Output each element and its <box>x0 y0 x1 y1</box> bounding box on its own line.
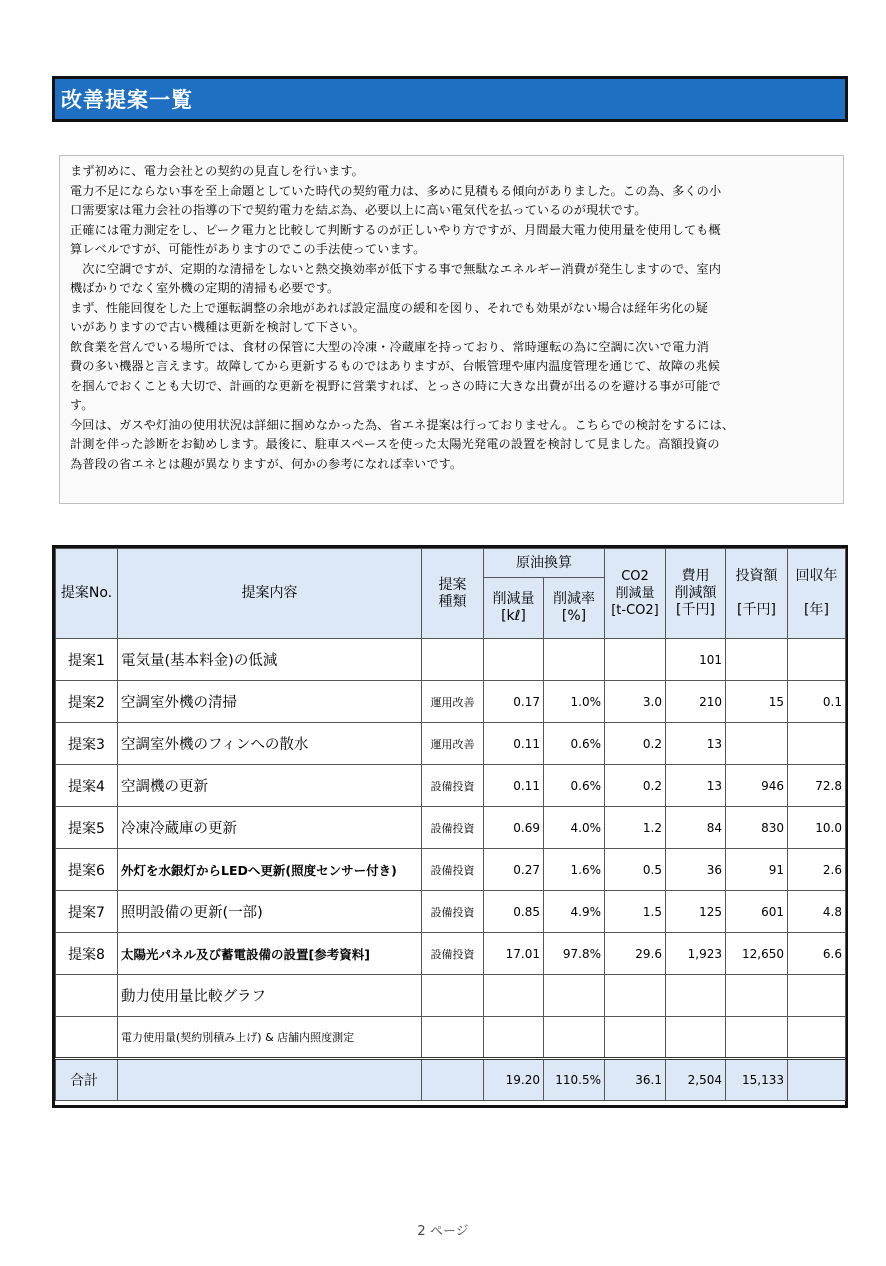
header-investment: 投資額 [千円] <box>726 549 788 639</box>
cell-reduce-rate: 1.0% <box>544 681 605 723</box>
cell-co2: 0.5 <box>605 849 666 891</box>
cell-payback <box>788 975 846 1017</box>
cell-reduce-rate <box>544 1017 605 1059</box>
cell-payback: 6.6 <box>788 933 846 975</box>
cell-cost: 13 <box>666 765 726 807</box>
cell-proposal-content: 空調機の更新 <box>118 765 422 807</box>
table-row <box>56 933 846 975</box>
cell-proposal-content: 外灯を水銀灯からLEDへ更新(照度センサー付き) <box>118 849 422 891</box>
cell-proposal-kind: 設備投資 <box>422 933 484 975</box>
cell-payback <box>788 639 846 681</box>
cell-reduce-amount: 17.01 <box>484 933 544 975</box>
cell-proposal-content: 空調室外機のフィンへの散水 <box>118 723 422 765</box>
cell-proposal-kind: 設備投資 <box>422 891 484 933</box>
proposal-table-frame <box>52 545 848 1108</box>
header-co2-reduction: CO2 削減量 [t-CO2] <box>605 549 666 639</box>
cell-proposal-no <box>56 1017 118 1059</box>
cell-payback <box>788 1017 846 1059</box>
intro-line: 計測を伴った診断をお勧めします。最後に、駐車スペースを使った太陽光発電の設置を検討して見ました。高額投資の <box>70 437 720 451</box>
cell-investment <box>726 1017 788 1059</box>
cell-payback <box>788 723 846 765</box>
header-proposal-content: 提案内容 <box>118 549 422 639</box>
cell-proposal-content: 動力使用量比較グラフ <box>118 975 422 1017</box>
intro-line: 今回は、ガスや灯油の使用状況は詳細に掴めなかった為、省エネ提案は行っておりません。こちらでの検討をするには、 <box>70 417 735 432</box>
cell-co2 <box>605 1017 666 1059</box>
cell-reduce-rate: 97.8% <box>544 933 605 975</box>
cell-proposal-no: 提案5 <box>56 807 118 849</box>
cell-investment <box>726 975 788 1017</box>
cell-proposal-kind: 運用改善 <box>422 723 484 765</box>
table-row <box>56 639 846 681</box>
intro-line: 算レベルですが、可能性がありますのでこの手法使っています。 <box>70 242 426 256</box>
intro-line: 正確には電力測定をし、ピーク電力と比較して判断するのが正しいやり方ですが、月間最大電力使用量を使用しても概 <box>70 222 721 237</box>
cell-cost: 1,923 <box>666 933 726 975</box>
cell-co2 <box>605 639 666 681</box>
intro-line: 電力不足にならない事を至上命題としていた時代の契約電力は、多めに見積もる傾向がありました。この為、多くの小 <box>70 183 722 198</box>
cell-payback: 2.6 <box>788 849 846 891</box>
cell-proposal-kind <box>422 639 484 681</box>
cell-reduce-rate: 0.6% <box>544 765 605 807</box>
cell-proposal-content: 太陽光パネル及び蓄電設備の設置[参考資料] <box>118 933 422 975</box>
cell-proposal-content: 照明設備の更新(一部) <box>118 891 422 933</box>
cell-cost: 84 <box>666 807 726 849</box>
intro-line: 飲食業を営んでいる場所では、食材の保管に大型の冷凍・冷蔵庫を持っており、常時運転の為に空調に次いで電力消 <box>70 339 709 354</box>
cell-co2: 1.2 <box>605 807 666 849</box>
header-proposal-kind: 提案 種類 <box>422 549 484 639</box>
cell-proposal-content: 空調室外機の清掃 <box>118 681 422 723</box>
cell-proposal-kind: 設備投資 <box>422 807 484 849</box>
cell-proposal-kind: 運用改善 <box>422 681 484 723</box>
table-row <box>56 849 846 891</box>
intro-line: いがありますので古い機種は更新を検討して下さい。 <box>70 320 365 334</box>
cell-reduce-amount: 0.11 <box>484 723 544 765</box>
cell-investment: 15 <box>726 681 788 723</box>
cell-reduce-rate: 4.0% <box>544 807 605 849</box>
cell-proposal-no: 提案1 <box>56 639 118 681</box>
total-payback <box>788 1059 846 1101</box>
cell-reduce-amount: 0.17 <box>484 681 544 723</box>
cell-reduce-rate <box>544 639 605 681</box>
cell-investment: 91 <box>726 849 788 891</box>
cell-proposal-kind <box>422 1017 484 1059</box>
cell-investment: 12,650 <box>726 933 788 975</box>
table-row <box>56 765 846 807</box>
cell-co2 <box>605 975 666 1017</box>
header-crude-oil-group: 原油換算 <box>484 549 605 578</box>
cell-proposal-content: 電気量(基本料金)の低減 <box>118 639 422 681</box>
cell-cost <box>666 975 726 1017</box>
intro-line: を掴んでおくことも大切で、計画的な更新を視野に営業すれば、とっさの時に大きな出費が出るのを避ける事が可能で <box>70 378 721 393</box>
cell-reduce-rate <box>544 975 605 1017</box>
page-footer: 2 ページ <box>417 1224 469 1239</box>
cell-cost: 36 <box>666 849 726 891</box>
total-co2: 36.1 <box>605 1059 666 1101</box>
cell-investment <box>726 723 788 765</box>
cell-investment: 946 <box>726 765 788 807</box>
cell-proposal-no: 提案7 <box>56 891 118 933</box>
header-payback: 回収年 [年] <box>788 549 846 639</box>
header-reduce-amount: 削減量 [kℓ] <box>484 578 544 639</box>
intro-line: 機ばかりでなく室外機の定期的清掃も必要です。 <box>70 281 340 295</box>
cell-reduce-amount: 0.69 <box>484 807 544 849</box>
cell-co2: 0.2 <box>605 723 666 765</box>
total-cost: 2,504 <box>666 1059 726 1101</box>
cell-co2: 3.0 <box>605 681 666 723</box>
cell-investment: 830 <box>726 807 788 849</box>
cell-cost: 210 <box>666 681 726 723</box>
cell-reduce-amount: 0.11 <box>484 765 544 807</box>
total-content-empty <box>118 1059 422 1101</box>
table-row <box>56 891 846 933</box>
intro-line: 次に空調ですが、定期的な清掃をしないと熱交換効率が低下する事で無駄なエネルギー消費が発生しますので、室内 <box>70 261 721 276</box>
cell-payback: 72.8 <box>788 765 846 807</box>
intro-line: まず初めに、電力会社との契約の見直しを行います。 <box>70 164 364 178</box>
cell-reduce-amount <box>484 975 544 1017</box>
total-kind-empty <box>422 1059 484 1101</box>
section-title: 改善提案一覧 <box>61 88 193 112</box>
intro-line: 口需要家は電力会社の指導の下で契約電力を結ぶ為、必要以上に高い電気代を払っているのが現状です。 <box>70 203 647 217</box>
cell-payback: 0.1 <box>788 681 846 723</box>
cell-cost <box>666 1017 726 1059</box>
intro-line: 為普段の省エネとは趣が異なりますが、何かの参考になれば幸いです。 <box>70 456 463 471</box>
total-label: 合計 <box>56 1059 118 1101</box>
cell-proposal-no: 提案3 <box>56 723 118 765</box>
table-row <box>56 723 846 765</box>
cell-co2: 1.5 <box>605 891 666 933</box>
cell-co2: 0.2 <box>605 765 666 807</box>
table-row <box>56 975 846 1017</box>
cell-reduce-rate: 0.6% <box>544 723 605 765</box>
cell-reduce-rate: 4.9% <box>544 891 605 933</box>
intro-line: まず、性能回復をした上で運転調整の余地があれば設定温度の緩和を図り、それでも効果がない場合は経年劣化の疑 <box>70 300 708 315</box>
cell-proposal-no: 提案2 <box>56 681 118 723</box>
intro-text-box <box>59 155 844 504</box>
table-row <box>56 681 846 723</box>
cell-reduce-amount: 0.85 <box>484 891 544 933</box>
header-cost-reduction: 費用 削減額 [千円] <box>666 549 726 639</box>
cell-investment: 601 <box>726 891 788 933</box>
table-row <box>56 1017 846 1059</box>
cell-proposal-no: 提案4 <box>56 765 118 807</box>
cell-investment <box>726 639 788 681</box>
cell-reduce-rate: 1.6% <box>544 849 605 891</box>
cell-reduce-amount: 0.27 <box>484 849 544 891</box>
header-reduce-rate: 削減率 [%] <box>544 578 605 639</box>
cell-reduce-amount <box>484 639 544 681</box>
cell-proposal-no <box>56 975 118 1017</box>
cell-reduce-amount <box>484 1017 544 1059</box>
section-title-bar <box>52 76 848 122</box>
cell-payback: 10.0 <box>788 807 846 849</box>
cell-cost: 125 <box>666 891 726 933</box>
header-proposal-no: 提案No. <box>56 549 118 639</box>
cell-payback: 4.8 <box>788 891 846 933</box>
total-reduce-amount: 19.20 <box>484 1059 544 1101</box>
cell-proposal-no: 提案6 <box>56 849 118 891</box>
cell-proposal-content: 電力使用量(契約別積み上げ) & 店舗内照度測定 <box>118 1017 422 1059</box>
cell-proposal-kind: 設備投資 <box>422 849 484 891</box>
cell-cost: 13 <box>666 723 726 765</box>
intro-line: 費の多い機器と言えます。故障してから更新するものではありますが、台帳管理や庫内温度管理を通じて、故障の兆候 <box>70 359 721 373</box>
cell-proposal-kind <box>422 975 484 1017</box>
cell-co2: 29.6 <box>605 933 666 975</box>
total-investment: 15,133 <box>726 1059 788 1101</box>
cell-cost: 101 <box>666 639 726 681</box>
table-row <box>56 807 846 849</box>
total-reduce-rate: 110.5% <box>544 1059 605 1101</box>
cell-proposal-kind: 設備投資 <box>422 765 484 807</box>
proposal-table <box>55 548 846 1101</box>
total-row <box>56 1059 846 1101</box>
intro-line: す。 <box>70 398 94 412</box>
cell-proposal-content: 冷凍冷蔵庫の更新 <box>118 807 422 849</box>
cell-proposal-no: 提案8 <box>56 933 118 975</box>
